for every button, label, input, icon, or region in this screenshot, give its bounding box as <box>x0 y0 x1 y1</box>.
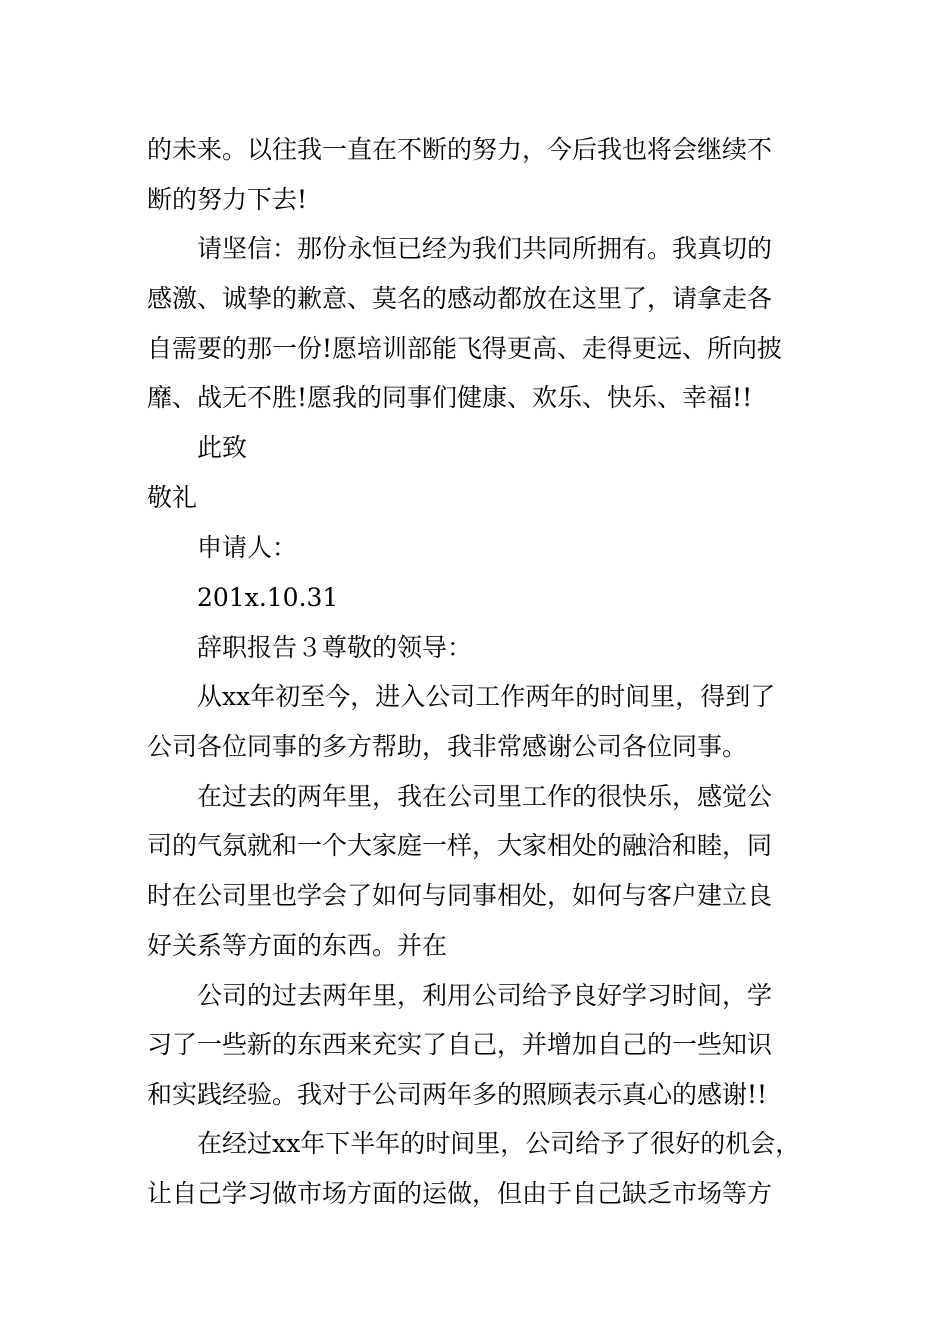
text-line: 和实践经验。我对于公司两年多的照顾表示真心的感谢!! <box>147 1080 768 1109</box>
text-line: 在过去的两年里，我在公司里工作的很快乐，感觉公 <box>197 782 773 811</box>
text-line: 公司各位同事的多方帮助，我非常感谢公司各位同事。 <box>147 732 748 761</box>
closing-regards: 敬礼 <box>147 483 198 512</box>
applicant-label: 申请人： <box>197 533 298 562</box>
text-line: 自需要的那一份!愿培训部能飞得更高、走得更远、所向披 <box>147 334 783 363</box>
date-line: 201x.10.31 <box>197 583 339 612</box>
text-line: 断的努力下去! <box>147 185 308 214</box>
text-line: 的未来。以往我一直在不断的努力，今后我也将会继续不 <box>147 135 773 164</box>
text-line: 感激、诚挚的歉意、莫名的感动都放在这里了，请拿走各 <box>147 284 773 313</box>
section-heading: 辞职报告３尊敬的领导： <box>197 633 473 662</box>
closing-salutation: 此致 <box>197 433 248 462</box>
text-line: 在经过xx年下半年的时间里，公司给予了很好的机会， <box>197 1129 801 1158</box>
text-line: 好关系等方面的东西。并在 <box>147 931 448 960</box>
text-line: 请坚信：那份永恒已经为我们共同所拥有。我真切的 <box>197 234 773 263</box>
text-line: 公司的过去两年里，利用公司给予良好学习时间，学 <box>197 981 773 1010</box>
text-line: 从xx年初至今，进入公司工作两年的时间里，得到了 <box>197 682 776 711</box>
text-line: 司的气氛就和一个大家庭一样，大家相处的融洽和睦，同 <box>147 831 773 860</box>
text-line: 让自己学习做市场方面的运做，但由于自己缺乏市场等方 <box>147 1179 773 1208</box>
text-line: 时在公司里也学会了如何与同事相处，如何与客户建立良 <box>147 881 773 910</box>
text-line: 靡、战无不胜!愿我的同事们健康、欢乐、快乐、幸福!! <box>147 383 753 412</box>
text-line: 习了一些新的东西来充实了自己，并增加自己的一些知识 <box>147 1030 773 1059</box>
